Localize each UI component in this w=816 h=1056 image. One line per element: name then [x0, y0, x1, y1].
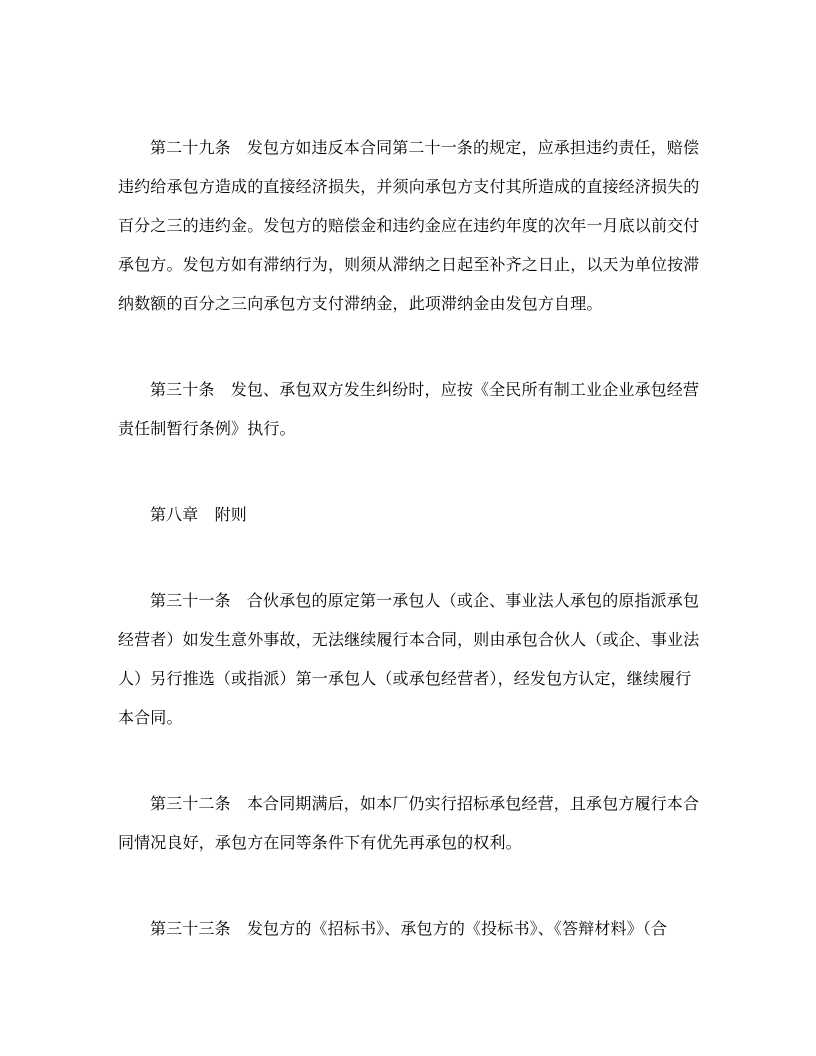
article-29-line-3: 百分之三的违约金。发包方的赔偿金和违约金应在违约年度的次年一月底以前交付	[118, 216, 700, 235]
article-33-line-1: 第三十三条 发包方的《招标书》、承包方的《投标书》、《答辩材料》（合	[150, 919, 668, 938]
article-31-line-4: 本合同。	[118, 708, 183, 727]
article-31-line-3: 人）另行推选（或指派）第一承包人（或承包经营者），经发包方认定，继续履行	[118, 669, 692, 688]
article-29-line-1: 第二十九条 发包方如违反本合同第二十一条的规定，应承担违约责任，赔偿	[150, 138, 700, 157]
article-29-line-5: 纳数额的百分之三向承包方支付滞纳金，此项滞纳金由发包方自理。	[118, 294, 603, 313]
article-29-line-2: 违约给承包方造成的直接经济损失，并须向承包方支付其所造成的直接经济损失的	[118, 177, 700, 196]
article-30-line-2: 责任制暂行条例》执行。	[118, 419, 296, 438]
article-31-line-1: 第三十一条 合伙承包的原定第一承包人（或企、事业法人承包的原指派承包	[150, 591, 700, 610]
article-29-line-4: 承包方。发包方如有滞纳行为，则须从滞纳之日起至补齐之日止，以天为单位按滞	[118, 255, 700, 274]
article-30-line-1: 第三十条 发包、承包双方发生纠纷时，应按《全民所有制工业企业承包经营	[150, 380, 700, 399]
article-31-line-2: 经营者）如发生意外事故，无法继续履行本合同，则由承包合伙人（或企、事业法	[118, 630, 700, 649]
article-32-line-1: 第三十二条 本合同期满后，如本厂仍实行招标承包经营，且承包方履行本合	[150, 794, 700, 813]
article-32-line-2: 同情况良好，承包方在同等条件下有优先再承包的权利。	[118, 833, 522, 852]
chapter-heading: 第八章 附则	[150, 505, 247, 524]
